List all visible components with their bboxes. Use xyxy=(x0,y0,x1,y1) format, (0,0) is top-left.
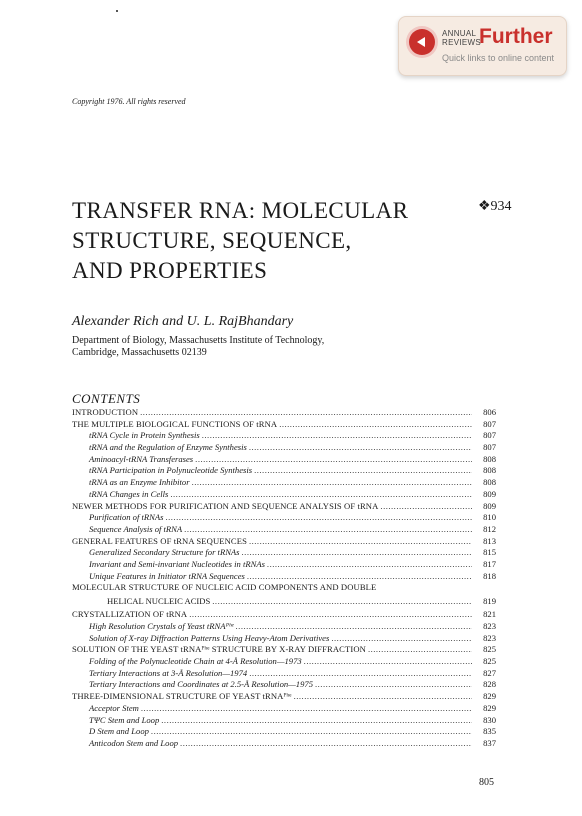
toc-entry-page: 808 xyxy=(483,453,496,464)
toc-entry[interactable] xyxy=(72,454,496,466)
toc-leader-dots xyxy=(368,644,472,656)
toc-entry[interactable] xyxy=(72,489,496,501)
toc-leader-dots xyxy=(315,679,472,691)
toc-leader-dots xyxy=(236,621,472,633)
toc-leader-dots xyxy=(184,524,472,536)
toc-leader-dots xyxy=(254,465,472,477)
toc-entry-page: 815 xyxy=(483,547,496,558)
toc-entry[interactable] xyxy=(72,715,496,727)
toc-entry-page: 806 xyxy=(483,407,496,417)
toc-entry[interactable] xyxy=(72,738,496,750)
toc-entry-title: Invariant and Semi-invariant Nucleotides in tRNAs xyxy=(89,558,265,569)
toc-entry-title: INTRODUCTION xyxy=(72,407,139,417)
toc-leader-dots xyxy=(170,489,472,501)
toc-entry-page: 809 xyxy=(483,488,496,499)
affiliation-line: Cambridge, Massachusetts 02139 xyxy=(72,347,207,358)
toc-entry-title: Folding of the Polynucleotide Chain at 4-Å Resolution—1973 xyxy=(89,656,302,667)
toc-entry-page: 823 xyxy=(483,632,496,643)
toc-entry-title: Tertiary Interactions and Coordinates at 2.5-Å Resolution—1975 xyxy=(89,679,313,690)
toc-entry-title: tRNA Changes in Cells xyxy=(89,488,169,499)
toc-leader-dots xyxy=(180,738,472,750)
toc-entry-page: 837 xyxy=(483,737,496,748)
toc-entry[interactable] xyxy=(72,633,496,645)
toc-entry-page: 807 xyxy=(483,430,496,441)
toc-entry[interactable] xyxy=(72,442,496,454)
toc-leader-dots xyxy=(380,501,472,513)
play-arrow-icon xyxy=(409,29,435,55)
toc-entry-title: Tertiary Interactions at 3-Å Resolution—1974 xyxy=(89,667,248,678)
toc-entry-page: 813 xyxy=(483,535,496,546)
badge-quick-links: Quick links to online content xyxy=(442,53,555,63)
toc-leader-dots xyxy=(267,559,472,571)
toc-leader-dots xyxy=(189,609,472,621)
toc-entry-page: 818 xyxy=(483,570,496,581)
toc-leader-dots xyxy=(249,668,472,680)
toc-entry-page: 827 xyxy=(483,667,496,678)
toc-entry-title: Purification of tRNAs xyxy=(89,512,164,523)
toc-entry[interactable] xyxy=(72,430,496,442)
toc-entry[interactable] xyxy=(72,668,496,680)
toc-entry[interactable] xyxy=(72,644,496,656)
toc-entry-title: HELICAL NUCLEIC ACIDS xyxy=(107,595,211,606)
toc-entry[interactable] xyxy=(72,547,496,559)
toc-entry-page: 829 xyxy=(483,691,496,702)
toc-entry-title: CRYSTALLIZATION OF tRNA xyxy=(72,609,188,620)
page-number: 805 xyxy=(479,777,494,788)
toc-entry[interactable] xyxy=(72,656,496,668)
toc-entry-page: 819 xyxy=(483,595,496,606)
toc-entry-page: 812 xyxy=(483,523,496,534)
toc-entry-title: Generalized Secondary Structure for tRNAs xyxy=(89,547,240,558)
toc-entry-title: Anticodon Stem and Loop xyxy=(89,737,179,748)
toc-leader-dots xyxy=(140,407,472,419)
copyright-notice: Copyright 1976. All rights reserved xyxy=(72,97,186,106)
toc-entry-title: NEWER METHODS FOR PURIFICATION AND SEQUENCE ANALYSIS OF tRNA xyxy=(72,500,379,511)
toc-leader-dots xyxy=(161,715,472,727)
toc-entry[interactable] xyxy=(72,465,496,477)
affiliation-line: Department of Biology, Massachusetts Institute of Technology, xyxy=(72,335,325,346)
toc-entry[interactable] xyxy=(72,536,496,548)
toc-leader-dots xyxy=(192,477,472,489)
toc-leader-dots xyxy=(331,633,472,645)
toc-entry-page: 807 xyxy=(483,442,496,453)
toc-entry-page: 825 xyxy=(483,656,496,667)
title-line: AND PROPERTIES xyxy=(72,258,268,283)
toc-entry[interactable] xyxy=(72,524,496,536)
toc-entry-page: 829 xyxy=(483,702,496,713)
authors: Alexander Rich and U. L. RajBhandary xyxy=(72,314,294,329)
toc-entry-page: 808 xyxy=(483,477,496,488)
title-line: STRUCTURE, SEQUENCE, xyxy=(72,228,352,253)
toc-leader-dots xyxy=(249,536,472,548)
toc-entry-title: Unique Features in Initiator tRNA Sequences xyxy=(89,570,245,581)
toc-entry-page: 835 xyxy=(483,726,496,737)
toc-entry-title: GENERAL FEATURES OF tRNA SEQUENCES xyxy=(72,535,247,546)
toc-leader-dots xyxy=(304,656,472,668)
toc-leader-dots xyxy=(242,547,472,559)
toc-entry[interactable] xyxy=(72,582,496,596)
toc-entry-title: MOLECULAR STRUCTURE OF NUCLEIC ACID COMPONENTS AND DOUBLE xyxy=(72,582,377,593)
toc-entry[interactable] xyxy=(72,419,496,431)
toc-entry[interactable] xyxy=(72,596,496,610)
toc-entry[interactable] xyxy=(72,691,496,703)
contents-heading: CONTENTS xyxy=(72,391,141,406)
toc-leader-dots xyxy=(195,454,472,466)
affiliation xyxy=(72,335,324,359)
toc-entry-title: THREE-DIMENSIONAL STRUCTURE OF YEAST tRNAᴾʰᵉ xyxy=(72,691,292,702)
toc-entry-page: 807 xyxy=(483,418,496,429)
toc-entry[interactable] xyxy=(72,703,496,715)
title-line: TRANSFER RNA: MOLECULAR xyxy=(72,198,409,223)
toc-entry-title: TΨC Stem and Loop xyxy=(89,714,160,725)
toc-leader-dots xyxy=(165,512,472,524)
toc-entry-page: 830 xyxy=(483,714,496,725)
toc-leader-dots xyxy=(151,726,472,738)
toc-entry-title: Sequence Analysis of tRNA xyxy=(89,523,183,534)
toc-entry-title: tRNA as an Enzyme Inhibitor xyxy=(89,477,190,488)
annual-reviews-further-badge[interactable] xyxy=(398,16,567,76)
toc-entry-page: 821 xyxy=(483,609,496,620)
toc-entry-page: 823 xyxy=(483,621,496,631)
article-title xyxy=(72,196,408,286)
toc-leader-dots xyxy=(202,430,472,442)
toc-entry-title: SOLUTION OF THE YEAST tRNAᴾʰᵉ STRUCTURE BY X-RAY DIFFRACTION xyxy=(72,644,366,655)
toc-entry[interactable] xyxy=(72,559,496,571)
toc-entry-page: 809 xyxy=(483,500,496,511)
toc-entry[interactable] xyxy=(72,621,496,633)
toc-entry-title: THE MULTIPLE BIOLOGICAL FUNCTIONS OF tRNA xyxy=(72,418,278,429)
toc-entry[interactable] xyxy=(72,571,496,583)
toc-entry-title: Aminoacyl-tRNA Transferases xyxy=(89,453,194,464)
toc-leader-dots xyxy=(141,703,472,715)
toc-entry[interactable] xyxy=(72,407,496,419)
badge-reviews: REVIEWS xyxy=(442,38,481,47)
toc-entry-page: 825 xyxy=(483,644,496,655)
toc-entry[interactable] xyxy=(72,512,496,524)
toc-entry-page: 817 xyxy=(483,558,496,569)
toc-leader-dots xyxy=(279,419,472,431)
badge-annual: ANNUAL xyxy=(442,29,477,38)
toc-entry[interactable] xyxy=(72,501,496,513)
toc-entry-page: 810 xyxy=(483,512,496,523)
toc-leader-dots xyxy=(212,596,472,608)
toc-entry[interactable] xyxy=(72,679,496,691)
article-number: ❖934 xyxy=(478,199,512,214)
badge-further: Further xyxy=(479,25,553,48)
toc-entry[interactable] xyxy=(72,726,496,738)
toc-leader-dots xyxy=(247,571,472,583)
toc-entry-title: tRNA Cycle in Protein Synthesis xyxy=(89,430,200,441)
toc-leader-dots xyxy=(249,442,472,454)
toc-entry-title: High Resolution Crystals of Yeast tRNAᴾʰᵉ xyxy=(89,621,234,631)
toc-entry-title: Solution of X-ray Diffraction Patterns Using Heavy-Atom Derivatives xyxy=(89,632,330,643)
toc-leader-dots xyxy=(294,691,472,703)
toc-entry-title: tRNA and the Regulation of Enzyme Synthesis xyxy=(89,442,247,453)
toc-entry[interactable] xyxy=(72,477,496,489)
toc-entry[interactable] xyxy=(72,609,496,621)
toc-entry-title: D Stem and Loop xyxy=(89,726,149,737)
speck xyxy=(116,10,118,12)
toc-entry-title: tRNA Participation in Polynucleotide Synthesis xyxy=(89,465,253,476)
toc-entry-page: 808 xyxy=(483,465,496,476)
toc-entry-page: 828 xyxy=(483,679,496,690)
toc-entry-title: Acceptor Stem xyxy=(89,702,139,713)
table-of-contents xyxy=(72,407,496,750)
